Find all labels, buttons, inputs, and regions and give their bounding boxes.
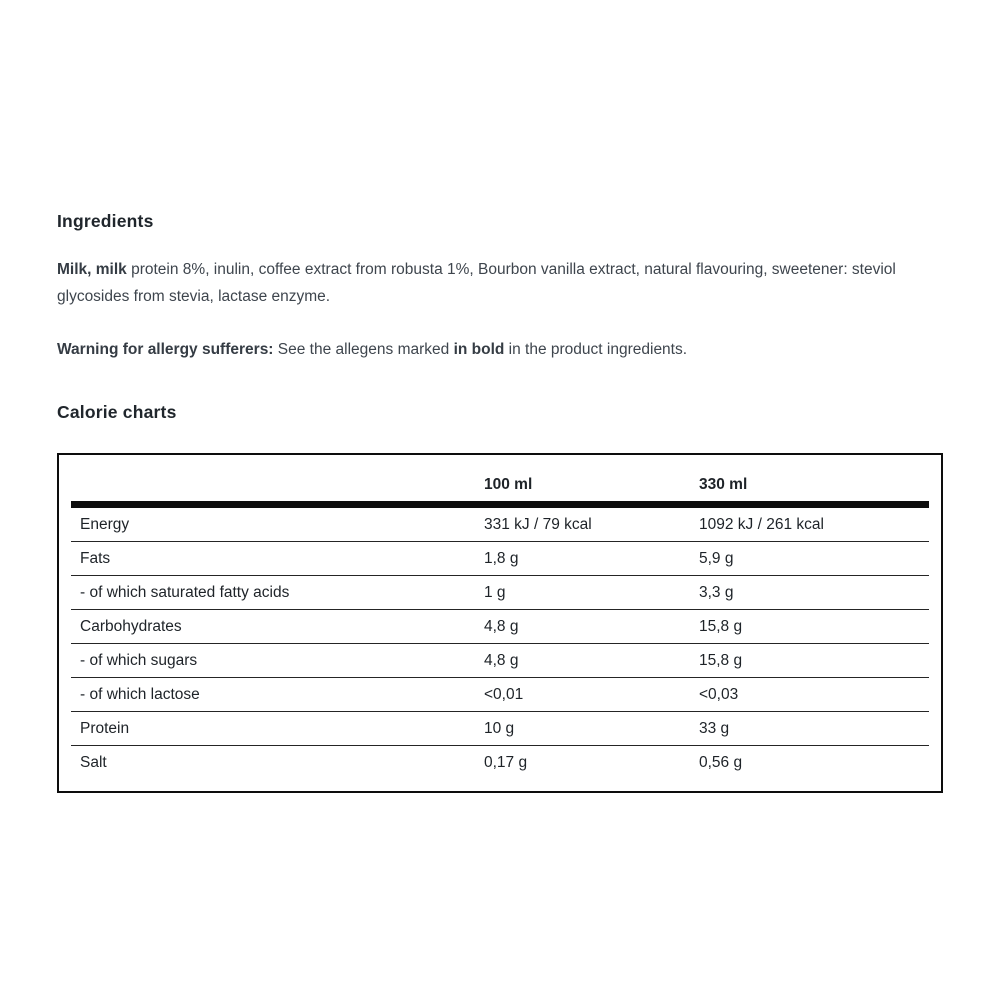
row-value-330ml: 33 g [699, 720, 730, 737]
row-label: Protein [80, 720, 130, 737]
allergy-warning-lead: Warning for allergy sufferers: [57, 341, 274, 358]
row-value-100ml: 0,17 g [484, 754, 528, 771]
ingredients-heading: Ingredients [57, 211, 154, 231]
table-row [71, 508, 929, 542]
row-value-330ml: 3,3 g [699, 584, 734, 601]
row-label: Fats [80, 550, 111, 567]
calorie-charts-heading: Calorie charts [57, 402, 177, 422]
allergy-warning-paragraph [57, 336, 902, 363]
row-value-100ml: 4,8 g [484, 652, 519, 669]
row-value-330ml: <0,03 [699, 686, 739, 703]
allergy-warning-text-2: in the product ingredients. [504, 341, 688, 358]
row-value-100ml: 10 g [484, 720, 515, 737]
row-value-100ml: 331 kJ / 79 kcal [484, 516, 592, 533]
row-value-100ml: <0,01 [484, 686, 524, 703]
row-value-330ml: 15,8 g [699, 652, 743, 669]
table-corner-cell [71, 455, 475, 501]
ingredients-text: protein 8%, inulin, coffee extract from robusta 1%, Bourbon vanilla extract, natural flavouring, sweetener: steviol glycosides from stevia, lactase enzyme. [57, 261, 896, 305]
ingredients-paragraph [57, 256, 902, 310]
allergy-warning-bold-phrase: in bold [453, 341, 505, 358]
table-row [71, 542, 929, 576]
column-header-100ml: 100 ml [484, 476, 533, 493]
row-value-100ml: 4,8 g [484, 618, 519, 635]
row-value-330ml: 1092 kJ / 261 kcal [699, 516, 824, 533]
row-value-100ml: 1,8 g [484, 550, 519, 567]
nutrition-table [57, 453, 943, 793]
table-row [71, 746, 929, 791]
column-header-330ml: 330 ml [699, 476, 748, 493]
table-row [71, 678, 929, 712]
nutrition-table-header-row [71, 455, 929, 508]
allergy-warning-text-1: See the allegens marked [273, 341, 454, 358]
row-value-330ml: 5,9 g [699, 550, 734, 567]
table-row [71, 610, 929, 644]
row-label: Carbohydrates [80, 618, 182, 635]
row-label: - of which sugars [80, 652, 198, 669]
row-label: - of which lactose [80, 686, 200, 703]
table-row [71, 644, 929, 678]
row-label: - of which saturated fatty acids [80, 584, 290, 601]
row-label: Salt [80, 754, 107, 771]
row-label: Energy [80, 516, 130, 533]
ingredients-allergen-bold: Milk, milk [57, 261, 127, 278]
row-value-330ml: 0,56 g [699, 754, 743, 771]
row-value-100ml: 1 g [484, 584, 506, 601]
table-row [71, 576, 929, 610]
row-value-330ml: 15,8 g [699, 618, 743, 635]
table-row [71, 712, 929, 746]
